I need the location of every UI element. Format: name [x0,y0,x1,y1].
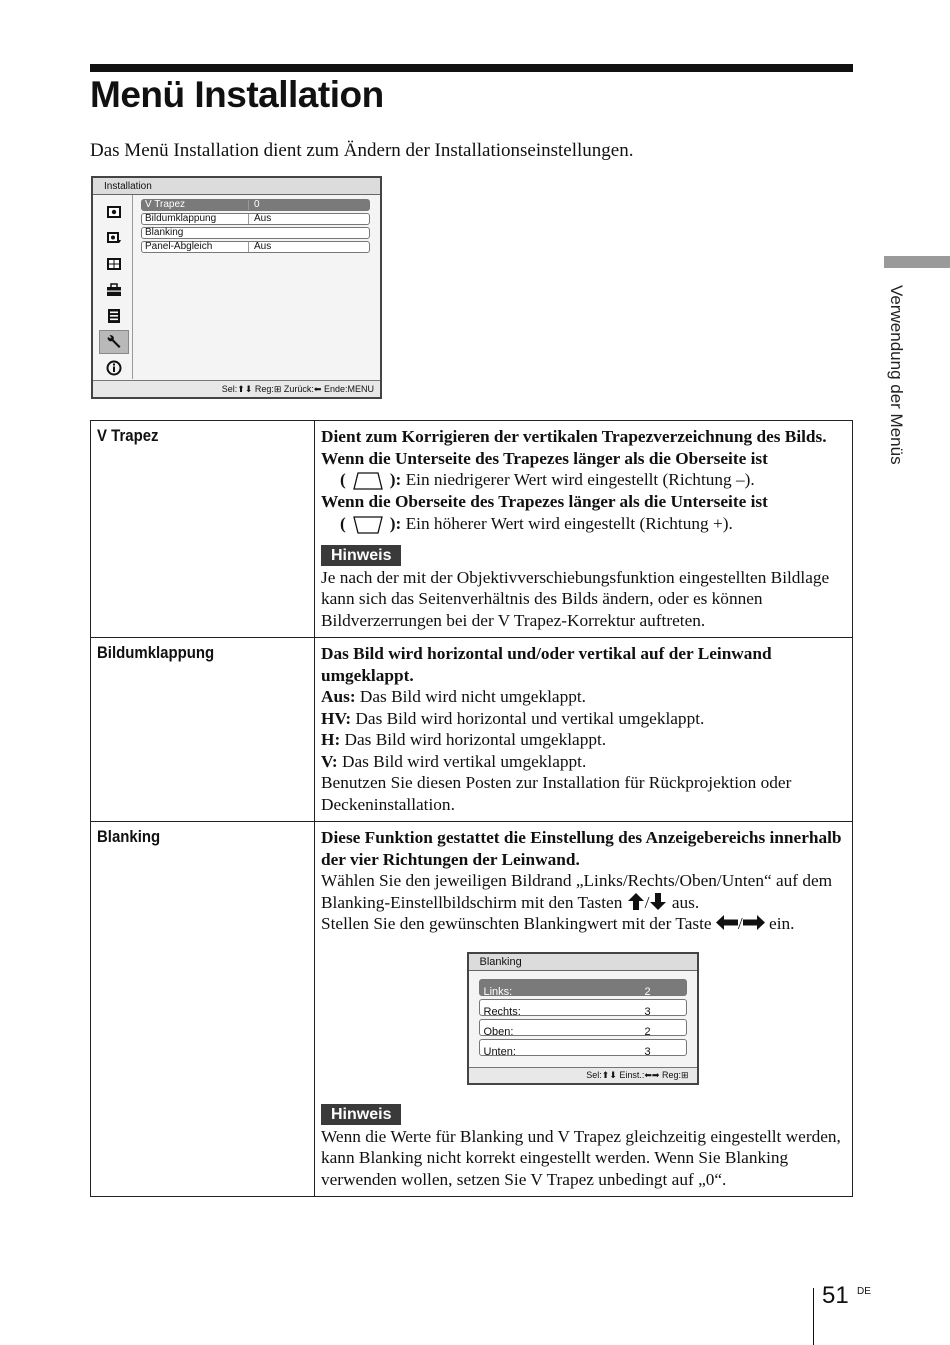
page-number-rule [813,1288,814,1345]
blanking-osd-title: Blanking [469,954,697,971]
description-cell [315,421,853,638]
page-language: DE [857,1286,871,1297]
setup-toolbox-icon [99,278,129,302]
tail-text: Benutzen Sie diesen Posten zur Installation für Rückprojektion oder Deckeninstallation. [321,773,792,814]
info-icon [99,356,129,380]
osd-title: Installation [93,178,380,195]
table-row-blanking [91,822,853,1197]
description-cell [315,638,853,822]
function-list-icon [99,304,129,328]
blanking-row-links: Links: 2 [479,979,687,996]
side-tab-marker [884,256,950,268]
option-line: H: Das Bild wird horizontal umgeklappt. [321,730,607,750]
blanking-osd-screenshot [467,952,699,1085]
instruction-text: Stellen Sie den gewünschten Blankingwert mit der Taste / ein. [321,914,795,934]
blanking-osd-footer: Sel:⬆⬇ Einst.:⬅➡ Reg:⊞ [469,1067,697,1083]
osd-row-panel-abgleich: Panel-Abgleich Aus [141,241,370,253]
lead-text: Diese Funktion gestattet die Einstellung des Anzeigebereichs innerhalb der vier Richtungen der Leinwand. [321,828,842,869]
description-cell [315,822,853,1197]
blanking-row-unten: Unten: 3 [479,1039,687,1056]
picture-advanced-icon [99,226,129,250]
note-badge: Hinweis [321,545,401,566]
instruction-text: Wählen Sie den jeweiligen Bildrand „Links/Rechts/Oben/Unten“ auf dem Blanking-Einstellbildschirm mit den Tasten / aus. [321,871,833,912]
arrow-down-icon [649,893,667,910]
installation-osd-screenshot [91,176,382,399]
case-heading: Wenn die Oberseite des Trapezes länger als die Unterseite ist [321,492,768,512]
wrench-icon [99,330,129,354]
term-cell: Blanking [91,822,315,1197]
note-badge: Hinweis [321,1104,401,1125]
term-cell: Bildumklappung [91,638,315,822]
intro-text: Das Menü Installation dient zum Ändern der Installationseinstellungen. [90,140,634,161]
blanking-row-oben: Oben: 2 [479,1019,687,1036]
osd-row-v-trapez: V Trapez 0 [141,199,370,211]
osd-row-blanking: Blanking [141,227,370,239]
lead-text: Das Bild wird horizontal und/oder vertikal auf der Leinwand umgeklappt. [321,644,772,685]
page-title: Menü Installation [90,74,384,115]
side-tab-label: Verwendung der Menüs [887,285,906,465]
picture-icon [99,200,129,224]
title-rule [90,64,853,72]
arrow-right-icon [743,914,765,931]
osd-footer: Sel:⬆⬇ Reg:⊞ Zurück:⬅ Ende:MENU [93,380,380,397]
note-text: Je nach der mit der Objektivverschiebungsfunktion eingestellten Bildlage kann sich das Seitenverhältnis des Bilds ändern, oder es können Bildverzerrungen bei der V Trapez-Korrektur auftreten. [321,567,830,630]
note-text: Wenn die Werte für Blanking und V Trapez gleichzeitig eingestellt werden, kann Blanking nicht korrekt eingestellt werden. Wenn Sie Blanking verwenden wollen, setzen Sie V Trapez unbedingt auf „0“. [321,1126,841,1189]
option-line: V: Das Bild wird vertikal umgeklappt. [321,751,587,771]
term-cell: V Trapez [91,421,315,638]
arrow-left-icon [716,914,738,931]
option-line: Aus: Das Bild wird nicht umgeklappt. [321,687,586,707]
table-row-v-trapez [91,421,853,638]
case-heading: Wenn die Unterseite des Trapezes länger als die Oberseite ist [321,448,768,468]
settings-table [90,420,853,1197]
trapezoid-wide-top-icon [352,515,384,535]
page-number: 51 [822,1282,849,1309]
option-line: HV: Das Bild wird horizontal und vertikal umgeklappt. [321,708,705,728]
osd-icon-column [93,195,133,379]
screen-icon [99,252,129,276]
table-row-bildumklappung [91,638,853,822]
case-line: ( ): Ein höherer Wert wird eingestellt (Richtung +). [321,513,846,535]
lead-text: Dient zum Korrigieren der vertikalen Trapezverzeichnung des Bilds. [321,427,827,446]
osd-row-bildumklappung: Bildumklappung Aus [141,213,370,225]
arrow-up-icon [627,893,645,910]
case-line: ( ): Ein niedrigerer Wert wird eingestellt (Richtung –). [321,469,846,491]
trapezoid-wide-bottom-icon [352,471,384,491]
blanking-row-rechts: Rechts: 3 [479,999,687,1016]
